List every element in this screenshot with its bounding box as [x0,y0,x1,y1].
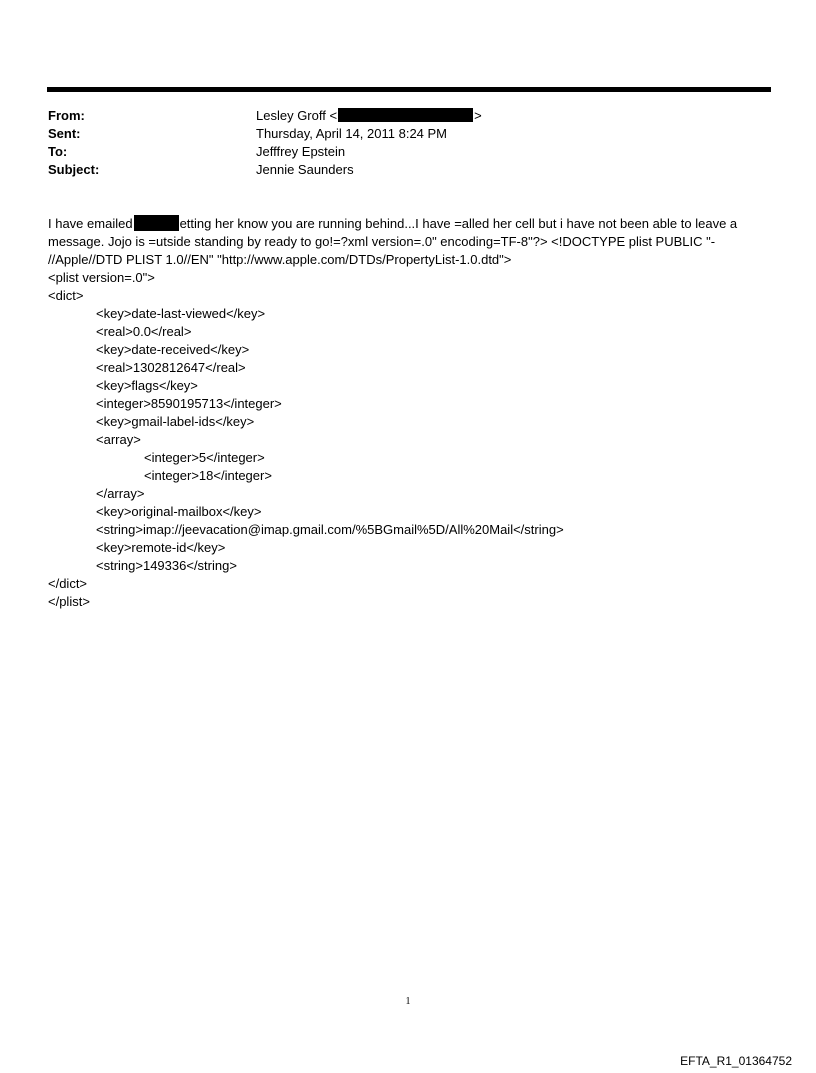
body-line1-end: etting her know you are running behind...I have =alled her cell but i have not been able to leave a [179,216,738,231]
from-label: From: [48,108,85,123]
redacted-name [134,215,179,231]
code-line: <plist version=.0"> [48,270,155,285]
from-name: Lesley Groff < [256,108,338,123]
code-line: <integer>18</integer> [144,468,272,483]
sent-value: Thursday, April 14, 2011 8:24 PM [256,126,448,141]
redacted-email [338,108,473,122]
email-body [48,215,770,611]
header-rule [47,87,771,92]
subject-label: Subject: [48,162,100,177]
code-line: <array> [96,432,141,447]
plist-code-block [48,269,770,611]
code-line: <key>remote-id</key> [96,540,226,555]
code-line: <key>original-mailbox</key> [96,504,262,519]
code-line: <key>gmail-label-ids</key> [96,414,255,429]
code-line: <integer>5</integer> [144,450,265,465]
to-value: Jefffrey Epstein [256,144,346,159]
code-line: <string>149336</string> [96,558,237,573]
code-line: </dict> [48,576,88,591]
code-line: </array> [96,486,145,501]
code-line: <real>0.0</real> [96,324,192,339]
code-line: </plist> [48,594,90,609]
body-line3: //Apple//DTD PLIST 1.0//EN" "http://www.apple.com/DTDs/PropertyList-1.0.dtd"> [48,252,512,267]
from-value [256,107,482,125]
bates-number: EFTA_R1_01364752 [680,1054,792,1068]
from-close: > [474,108,482,123]
page-number: 1 [405,996,411,1007]
body-paragraph [48,215,770,269]
code-line: <key>date-last-viewed</key> [96,306,266,321]
subject-value: Jennie Saunders [256,162,354,177]
body-line1-start: I have emailed [48,216,133,231]
code-line: <dict> [48,288,84,303]
to-label: To: [48,144,68,159]
code-line: <real>1302812647</real> [96,360,246,375]
sent-label: Sent: [48,126,81,141]
code-line: <key>date-received</key> [96,342,250,357]
code-line: <string>imap://jeevacation@imap.gmail.com/%5BGmail%5D/All%20Mail</string> [96,522,564,537]
code-line: <integer>8590195713</integer> [96,396,282,411]
code-line: <key>flags</key> [96,378,198,393]
body-line2: message. Jojo is =utside standing by ready to go!=?xml version=.0" encoding=TF-8"?> <!DOCTYPE plist PUBLIC "- [48,234,716,249]
